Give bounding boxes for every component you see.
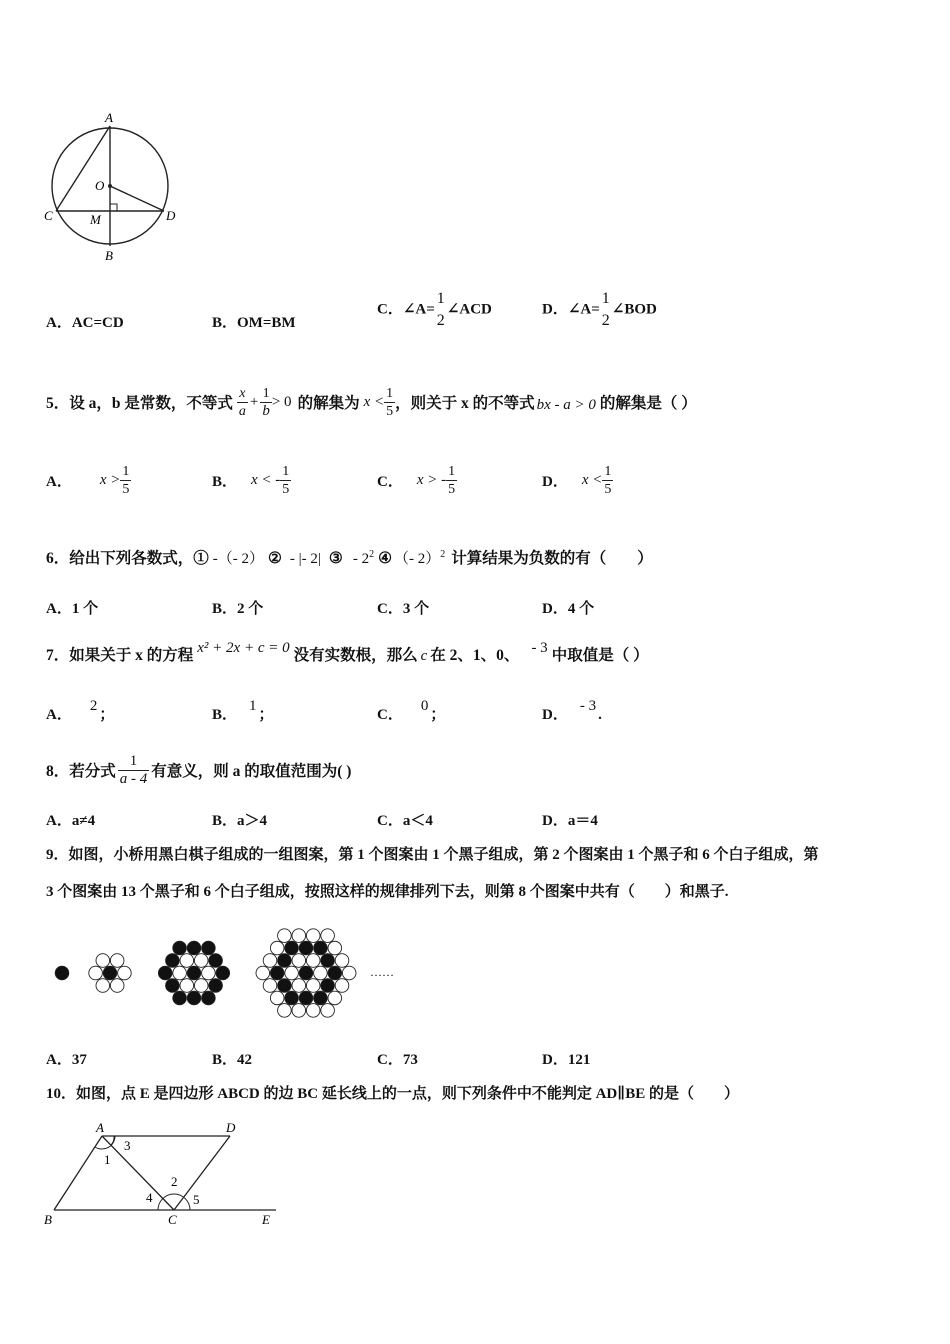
q6-option-d[interactable]: D．4 个: [542, 601, 595, 617]
white-piece: [202, 966, 216, 980]
black-piece: [299, 941, 313, 955]
q6-stem: 6．给出下列各数式，① -（- 2） ② - |- 2| ③ - $2^2$ ④ （- 2）$^2$ 计算结果为负数的有（ ）: [46, 549, 653, 567]
angle-1: 1: [104, 1152, 111, 1167]
white-piece: [278, 1004, 292, 1018]
black-piece: [187, 941, 201, 955]
q4-option-a[interactable]: A．AC=CD: [46, 315, 124, 331]
q4-option-d[interactable]: D．∠A= 1 2 ∠BOD: [542, 290, 657, 329]
segment-od: [110, 186, 164, 211]
q9-option-b[interactable]: B．42: [212, 1052, 253, 1068]
q7-option-b[interactable]: B．1；: [212, 698, 274, 723]
white-piece: [89, 966, 103, 980]
q5-option-b[interactable]: B． x < - $\frac{1}{5}$: [212, 463, 290, 497]
white-piece: [263, 979, 277, 993]
quadrilateral-figure: [40, 1118, 290, 1233]
white-piece: [194, 979, 208, 993]
q6-option-b[interactable]: B．2 个: [212, 601, 264, 617]
angle-4: 4: [146, 1190, 153, 1205]
black-piece: [209, 954, 223, 968]
q6-option-a[interactable]: A．1 个: [46, 601, 99, 617]
white-piece: [110, 954, 124, 968]
circle-figure: [40, 108, 190, 268]
black-piece: [278, 954, 292, 968]
q6-option-c[interactable]: C．3 个: [377, 601, 430, 617]
pattern-1: [55, 966, 69, 980]
q7-stem: 7．如果关于 x 的方程 x² + 2x + c = 0 没有实数根，那么 c 在 2、1、0、 - 3 中取值是（ ）: [46, 640, 649, 664]
black-piece: [55, 966, 69, 980]
q7-option-d[interactable]: D．- 3.: [542, 698, 602, 723]
white-piece: [342, 966, 356, 980]
black-piece: [173, 941, 187, 955]
white-piece: [328, 941, 342, 955]
white-piece: [278, 929, 292, 943]
q5-stem: 5．设 a，b 是常数，不等式 $\frac{x}{a}$ + $\frac{1}{b}$ > 0 的解集为 x < $\frac{1}{5}$ ，则关于 x 的不等式 bx - a > 0 的解集是（ ）: [46, 385, 697, 419]
q5-option-a[interactable]: A． x > $\frac{1}{5}$: [46, 463, 130, 497]
black-piece: [166, 979, 180, 993]
label-d: D: [226, 1120, 236, 1135]
q9-option-a[interactable]: A．37: [46, 1052, 87, 1068]
segment-dc: [174, 1136, 230, 1210]
black-piece: [278, 979, 292, 993]
black-piece: [328, 966, 342, 980]
white-piece: [314, 966, 328, 980]
white-piece: [306, 1004, 320, 1018]
white-piece: [328, 991, 342, 1005]
label-c: C: [44, 208, 53, 223]
label-d: D: [166, 208, 176, 223]
right-angle-mark: [110, 204, 117, 211]
angle-arc-a2: [111, 1136, 114, 1145]
white-piece: [335, 954, 349, 968]
angle-2: 2: [171, 1174, 178, 1189]
white-piece: [118, 966, 132, 980]
chord-ac: [56, 126, 110, 211]
chess-pattern-figure: [40, 918, 420, 1028]
black-piece: [216, 966, 230, 980]
white-piece: [180, 979, 194, 993]
q8-option-c[interactable]: C．a＜4: [377, 813, 433, 829]
black-piece: [187, 991, 201, 1005]
black-piece: [103, 966, 117, 980]
black-piece: [158, 966, 172, 980]
black-piece: [321, 979, 335, 993]
black-piece: [285, 991, 299, 1005]
label-e: E: [262, 1212, 270, 1227]
q9-option-c[interactable]: C．73: [377, 1052, 418, 1068]
white-piece: [306, 954, 320, 968]
q7-option-a[interactable]: A．2；: [46, 698, 115, 723]
white-piece: [306, 979, 320, 993]
black-piece: [321, 954, 335, 968]
black-piece: [299, 966, 313, 980]
white-piece: [96, 979, 110, 993]
white-piece: [335, 979, 349, 993]
q8-option-b[interactable]: B．a＞4: [212, 813, 268, 829]
segment-ac: [102, 1136, 174, 1210]
white-piece: [173, 966, 187, 980]
label-b: B: [105, 248, 113, 263]
white-piece: [321, 929, 335, 943]
white-piece: [285, 966, 299, 980]
pattern-4: [256, 929, 356, 1017]
ellipsis: ……: [370, 965, 394, 979]
label-c: C: [168, 1212, 177, 1227]
black-piece: [202, 991, 216, 1005]
white-piece: [292, 954, 306, 968]
black-piece: [314, 991, 328, 1005]
q5-option-d[interactable]: D． x < $\frac{1}{5}$: [542, 463, 612, 497]
black-piece: [187, 966, 201, 980]
pattern-2: [89, 954, 131, 993]
q8-option-d[interactable]: D．a＝4: [542, 813, 598, 829]
white-piece: [270, 941, 284, 955]
label-a: A: [96, 1120, 104, 1135]
white-piece: [292, 979, 306, 993]
white-piece: [292, 929, 306, 943]
black-piece: [202, 941, 216, 955]
white-piece: [180, 954, 194, 968]
label-b: B: [44, 1212, 52, 1227]
black-piece: [166, 954, 180, 968]
white-piece: [321, 1004, 335, 1018]
black-piece: [299, 991, 313, 1005]
q10-stem: 10．如图，点 E 是四边形 ABCD 的边 BC 延长线上的一点，则下列条件中不能判定 AD∥BE 的是（ ）: [46, 1086, 739, 1102]
white-piece: [256, 966, 270, 980]
q9-stem-line2: 3 个图案由 13 个黑子和 6 个白子组成，按照这样的规律排列下去，则第 8 个图案中共有（ ）和黑子.: [46, 884, 729, 900]
segment-ab: [54, 1136, 102, 1210]
label-o: O: [95, 178, 105, 193]
white-piece: [292, 1004, 306, 1018]
white-piece: [110, 979, 124, 993]
black-piece: [314, 941, 328, 955]
q4-option-b[interactable]: B．OM=BM: [212, 315, 296, 331]
label-a: A: [105, 110, 113, 125]
white-piece: [270, 991, 284, 1005]
angle-5: 5: [193, 1192, 200, 1207]
q7-option-c[interactable]: C．0；: [377, 698, 446, 723]
q8-option-a[interactable]: A．a≠4: [46, 813, 96, 829]
white-piece: [96, 954, 110, 968]
white-piece: [194, 954, 208, 968]
pattern-3: [158, 941, 229, 1004]
black-piece: [285, 941, 299, 955]
q9-stem-line1: 9．如图，小桥用黑白棋子组成的一组图案，第 1 个图案由 1 个黑子组成，第 2 个图案由 1 个黑子和 6 个白子组成，第: [46, 847, 819, 863]
white-piece: [306, 929, 320, 943]
angle-3: 3: [124, 1138, 131, 1153]
q5-option-c[interactable]: C． x > - $\frac{1}{5}$: [377, 463, 456, 497]
black-piece: [209, 979, 223, 993]
label-m: M: [90, 212, 101, 227]
q4-option-c[interactable]: C．∠A= 1 2 ∠ACD: [377, 290, 492, 329]
angle-arc-c: [158, 1194, 190, 1210]
black-piece: [173, 991, 187, 1005]
black-piece: [270, 966, 284, 980]
q9-option-d[interactable]: D．121: [542, 1052, 591, 1068]
white-piece: [263, 954, 277, 968]
q8-stem: 8．若分式 $\frac{1}{a - 4}$ 有意义，则 a 的取值范围为( ): [46, 752, 352, 787]
